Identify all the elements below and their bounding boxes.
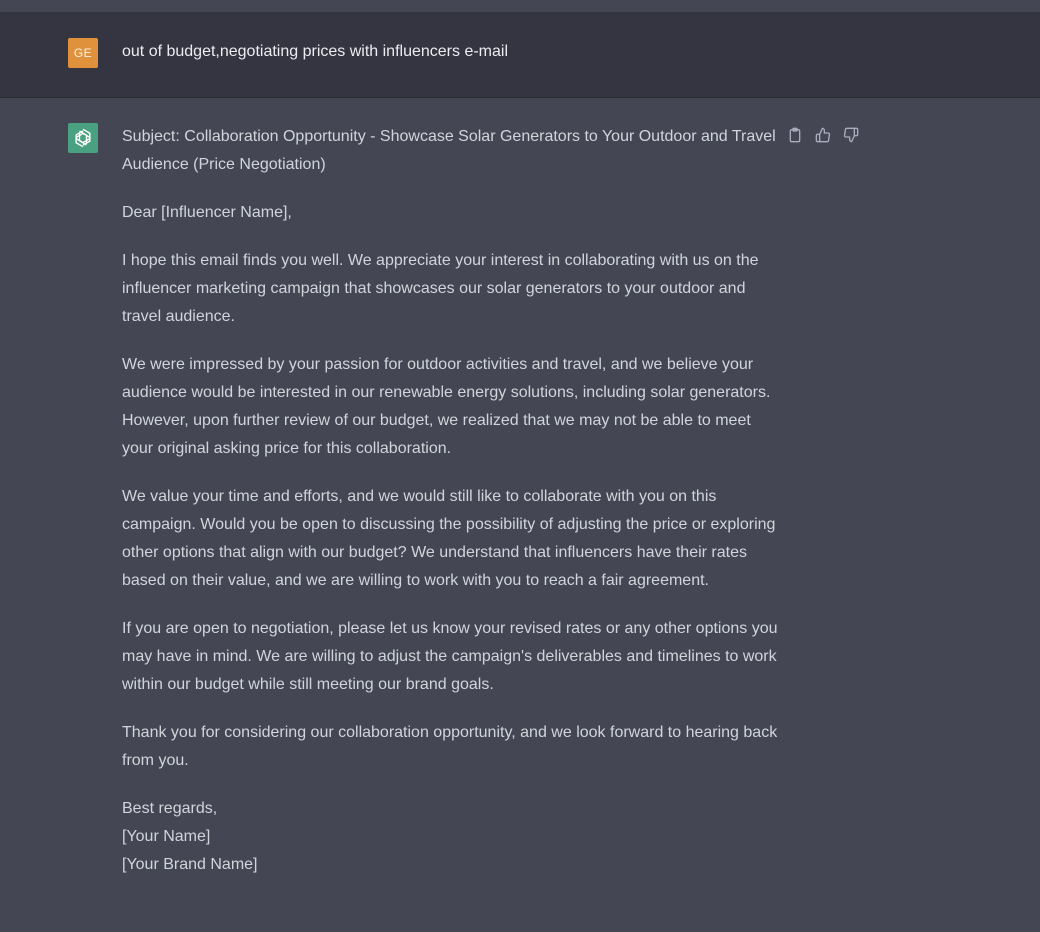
email-paragraph: Thank you for considering our collaboration opportunity, and we look forward to hearing back from you. [122,724,778,769]
email-greeting: Dear [Influencer Name], [122,204,292,221]
user-message-row [0,12,1040,98]
email-paragraph: If you are open to negotiation, please let us know your revised rates or any other options you may have in mind. We are willing to adjust the campaign's deliverables and timelines to work within our budget while still meeting our brand goals. [122,620,778,693]
top-strip [0,0,1040,12]
email-subject: Subject: Collaboration Opportunity - Showcase Solar Generators to Your Outdoor and Travel Audience (Price Negotiation) [122,128,776,173]
assistant-message-body [122,123,782,899]
clipboard-icon [787,127,803,143]
user-avatar: GE [68,38,98,68]
thumbs-up-button[interactable] [814,126,832,144]
openai-logo-icon [72,127,94,149]
copy-button[interactable] [786,126,804,144]
thumbs-down-icon [843,127,859,143]
email-paragraph: I hope this email finds you well. We appreciate your interest in collaborating with us on the influencer marketing campaign that showcases our solar generators to your outdoor and travel audience. [122,252,759,325]
assistant-avatar [68,123,98,153]
thumbs-down-button[interactable] [842,126,860,144]
user-message-text: out of budget,negotiating prices with influencers e-mail [122,43,508,60]
message-actions [786,126,860,144]
assistant-message-row [0,98,1040,932]
email-paragraph: We were impressed by your passion for outdoor activities and travel, and we believe your audience would be interested in our renewable energy solutions, including solar generators. However, upon further review of our budget, we realized that we may not be able to meet your original asking price for this collaboration. [122,356,771,457]
email-signature: Best regards, [Your Name] [Your Brand Name] [122,800,258,873]
thumbs-up-icon [815,127,831,143]
email-paragraph: We value your time and efforts, and we would still like to collaborate with you on this campaign. Would you be open to discussing the possibility of adjusting the price or exploring other options that align with our budget? We understand that influencers have their rates based on their value, and we are willing to work with you to reach a fair agreement. [122,488,776,589]
